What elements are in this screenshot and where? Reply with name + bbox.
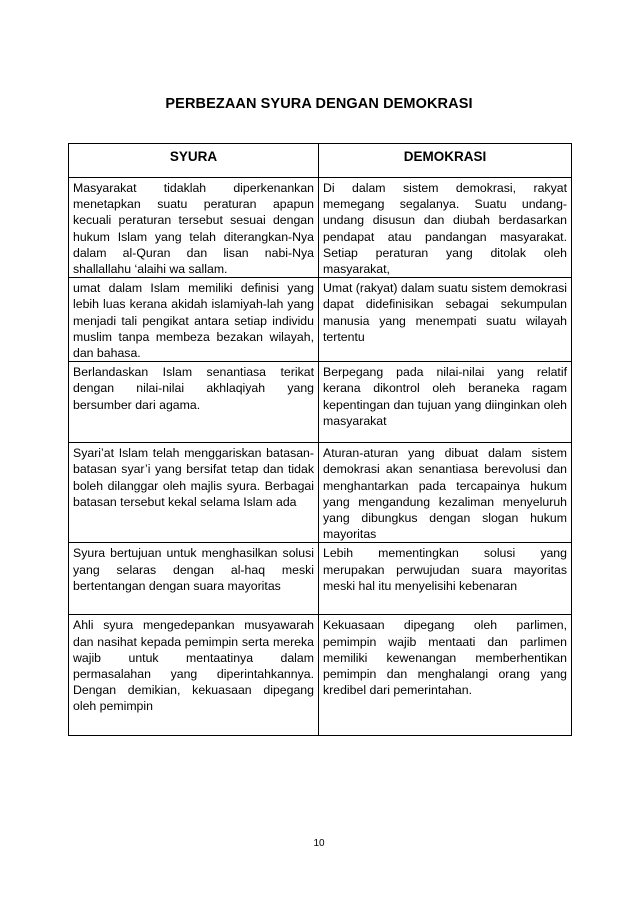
table-row — [69, 543, 572, 615]
syura-cell: Berlandaskan Islam senantiasa terikat dengan nilai-nilai akhlaqiyah yang bersumber dari agama. — [69, 362, 319, 443]
column-header-demokrasi: DEMOKRASI — [319, 144, 572, 178]
demokrasi-cell: Aturan-aturan yang dibuat dalam sistem demokrasi akan senantiasa berevolusi dan menghantarkan pada tercapainya hukum yang mengandung kezaliman menyeluruh yang dibungkus dengan slogan hukum mayoritas — [319, 443, 572, 543]
syura-cell: Syura bertujuan untuk menghasilkan solusi yang selaras dengan al-haq meski bertentangan dengan suara mayoritas — [69, 543, 319, 615]
page-title: PERBEZAAN SYURA DENGAN DEMOKRASI — [165, 96, 473, 112]
syura-cell: Ahli syura mengedepankan musyawarah dan nasihat kepada pemimpin serta mereka wajib untuk mentaatinya dalam permasalahan yang diperintahkannya. Dengan demikian, kekuasaan dipegang oleh pemimpin — [69, 615, 319, 736]
column-header-syura: SYURA — [69, 144, 319, 178]
page-number: 10 — [313, 838, 325, 849]
demokrasi-cell: Kekuasaan dipegang oleh parlimen, pemimpin wajib mentaati dan parlimen memiliki kewenangan memberhentikan pemimpin dan menghalangi orang yang kredibel dari pemerintahan. — [319, 615, 572, 736]
demokrasi-cell: Di dalam sistem demokrasi, rakyat memegang segalanya. Suatu undang-undang disusun dan diubah berdasarkan pendapat atau pandangan masyarakat. Setiap peraturan yang ditolak oleh masyarakat, — [319, 178, 572, 278]
demokrasi-cell: Berpegang pada nilai-nilai yang relatif kerana dikontrol oleh beraneka ragam kepentingan dan tujuan yang diinginkan oleh masyarakat — [319, 362, 572, 443]
table-row — [69, 443, 572, 543]
syura-cell: Masyarakat tidaklah diperkenankan menetapkan suatu peraturan apapun kecuali peraturan tersebut sesuai dengan hukum Islam yang telah diterangkan-Nya dalam al-Quran dan lisan nabi-Nya shallallahu ‘alaihi wa sallam. — [69, 178, 319, 278]
table-row — [69, 178, 572, 278]
table-row — [69, 362, 572, 443]
demokrasi-cell: Umat (rakyat) dalam suatu sistem demokrasi dapat didefinisikan sebagai sekumpulan manusia yang menempati suatu wilayah tertentu — [319, 278, 572, 362]
comparison-table — [68, 143, 572, 736]
table-row — [69, 278, 572, 362]
demokrasi-cell: Lebih mementingkan solusi yang merupakan perwujudan suara mayoritas meski hal itu menyelisihi kebenaran — [319, 543, 572, 615]
table-header-row — [69, 144, 572, 178]
syura-cell: Syari’at Islam telah menggariskan batasan-batasan syar’i yang bersifat tetap dan tidak boleh dilanggar oleh majlis syura. Berbagai batasan tersebut kekal selama Islam ada — [69, 443, 319, 543]
syura-cell: umat dalam Islam memiliki definisi yang lebih luas kerana akidah islamiyah-lah yang menjadi tali pengikat antara setiap individu muslim tanpa membeza bezakan wilayah, dan bahasa. — [69, 278, 319, 362]
table-row — [69, 615, 572, 736]
